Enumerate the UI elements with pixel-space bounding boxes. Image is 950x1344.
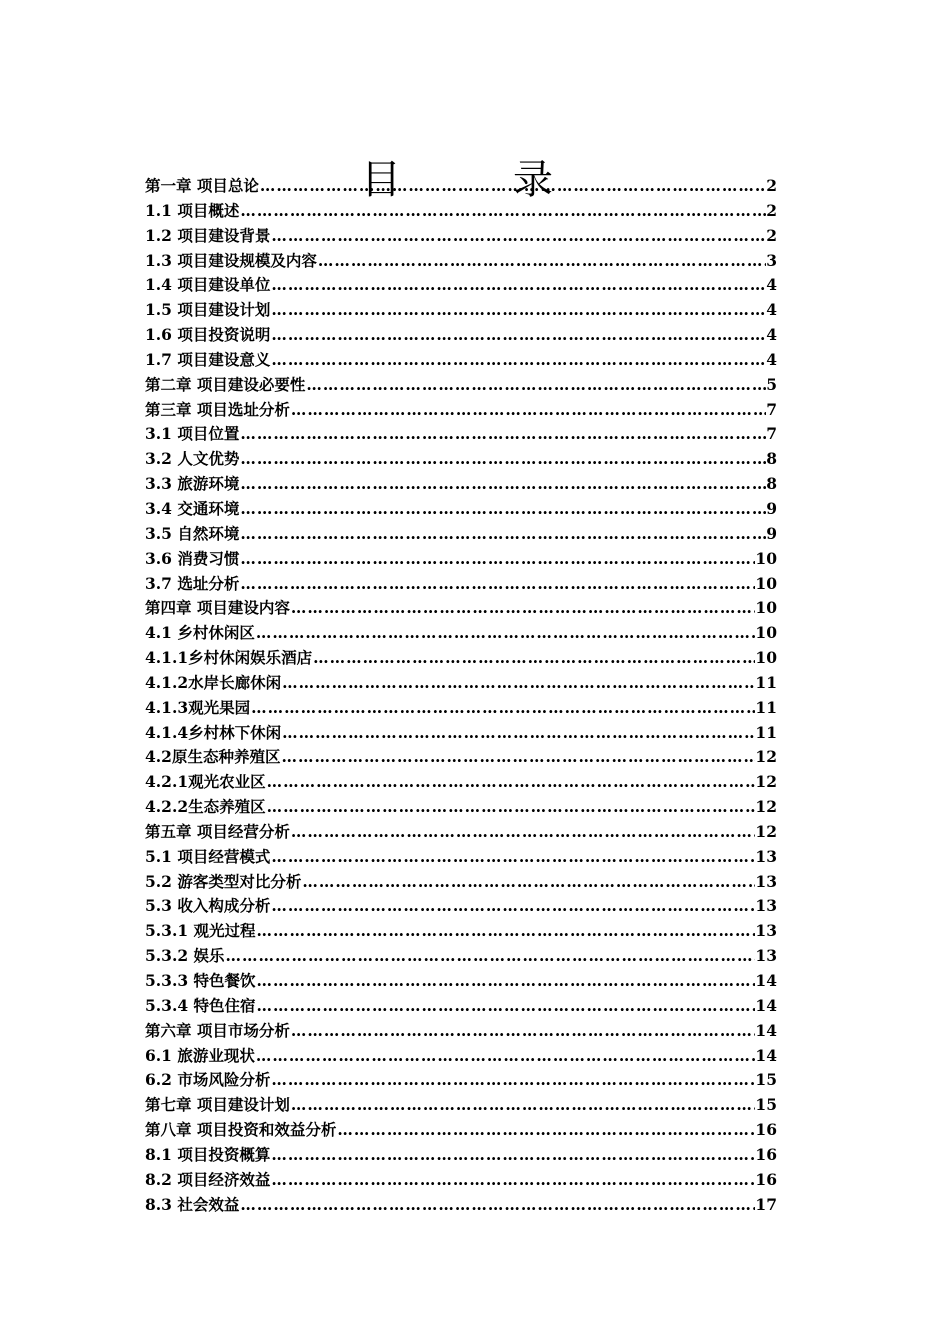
toc-leader-dots (290, 820, 756, 845)
toc-entry[interactable] (145, 199, 777, 224)
toc-entry-label: 5.3.2 娱乐 (145, 946, 225, 966)
toc-leader-dots (270, 894, 755, 919)
toc-leader-dots (281, 721, 755, 746)
toc-leader-dots (290, 596, 756, 621)
toc-entry[interactable] (145, 894, 777, 919)
toc-entry[interactable] (145, 646, 777, 671)
toc-entry-label: 8.1 项目投资概算 (145, 1144, 271, 1164)
toc-leader-dots (256, 969, 756, 994)
toc-entry-label: 1.6 项目投资说明 (145, 325, 271, 345)
toc-entry-page-number: 11 (755, 697, 777, 717)
toc-entry-label: 1.2 项目建设背景 (145, 225, 271, 245)
toc-leader-dots (301, 870, 755, 895)
toc-entry-label: 第八章 项目投资和效益分析 (145, 1120, 337, 1140)
toc-entry-label: 3.7 选址分析 (145, 573, 240, 593)
toc-entry-label: 3.4 交通环境 (145, 498, 240, 518)
toc-entry[interactable] (145, 224, 777, 249)
toc-entry-label: 5.2 游客类型对比分析 (145, 871, 302, 891)
toc-entry-label: 4.1.3观光果园 (145, 697, 251, 717)
toc-entry-page-number: 10 (755, 598, 777, 618)
toc-entry[interactable] (145, 348, 777, 373)
toc-entry-label: 第三章 项目选址分析 (145, 399, 290, 419)
toc-entry-page-number: 8 (766, 449, 777, 469)
toc-entry-page-number: 8 (766, 474, 777, 494)
toc-leader-dots (250, 696, 755, 721)
toc-leader-dots (270, 224, 766, 249)
toc-entry-label: 4.1.4乡村林下休闲 (145, 722, 282, 742)
toc-entry-page-number: 13 (755, 921, 777, 941)
toc-entry-page-number: 15 (755, 1070, 777, 1090)
toc-entry-page-number: 16 (755, 1120, 777, 1140)
toc-leader-dots (255, 1044, 756, 1069)
toc-leader-dots (239, 422, 766, 447)
toc-leader-dots (239, 522, 766, 547)
toc-leader-dots (255, 621, 756, 646)
toc-leader-dots (239, 497, 766, 522)
toc-entry-label: 1.3 项目建设规模及内容 (145, 250, 317, 270)
toc-entry-page-number: 3 (766, 250, 777, 270)
toc-leader-dots (290, 398, 766, 423)
toc-entry[interactable] (145, 1143, 777, 1168)
toc-leader-dots (270, 1068, 755, 1093)
toc-entry-page-number: 9 (766, 523, 777, 543)
toc-entry[interactable] (145, 472, 777, 497)
toc-entry-page-number: 15 (755, 1095, 777, 1115)
toc-entry[interactable] (145, 1093, 777, 1118)
toc-entry-label: 4.1 乡村休闲区 (145, 623, 255, 643)
toc-entry-label: 第一章 项目总论 (145, 176, 259, 195)
table-of-contents (145, 174, 777, 1217)
toc-leader-dots (256, 919, 756, 944)
toc-leader-dots (270, 323, 766, 348)
toc-entry-label: 5.3.4 特色住宿 (145, 995, 256, 1015)
toc-entry-page-number: 2 (766, 200, 777, 220)
toc-entry-page-number: 12 (755, 797, 777, 817)
toc-entry-label: 第四章 项目建设内容 (145, 598, 290, 618)
toc-entry-page-number: 10 (755, 648, 777, 668)
toc-entry[interactable] (145, 249, 777, 274)
toc-entry-label: 3.6 消费习惯 (145, 548, 240, 568)
toc-entry[interactable] (145, 994, 777, 1019)
toc-entry-page-number: 13 (755, 846, 777, 866)
toc-leader-dots (305, 373, 766, 398)
toc-entry[interactable] (145, 820, 777, 845)
toc-entry[interactable] (145, 572, 777, 597)
toc-entry-page-number: 7 (766, 424, 777, 444)
toc-entry[interactable] (145, 1044, 777, 1069)
toc-entry-page-number: 14 (755, 971, 777, 990)
toc-entry-label: 1.5 项目建设计划 (145, 300, 271, 320)
toc-leader-dots (225, 944, 756, 969)
toc-entry-page-number: 14 (755, 995, 777, 1015)
toc-leader-dots (270, 1168, 755, 1193)
toc-entry-label: 3.2 人文优势 (145, 449, 240, 469)
page-title: 目 录 (361, 156, 589, 203)
toc-leader-dots (336, 1118, 755, 1143)
toc-entry-page-number: 11 (755, 722, 777, 742)
toc-entry[interactable] (145, 298, 777, 323)
toc-entry[interactable] (145, 745, 777, 770)
toc-entry-label: 8.3 社会效益 (145, 1194, 240, 1214)
toc-entry[interactable] (145, 621, 777, 646)
toc-entry-page-number: 4 (766, 325, 777, 345)
toc-entry-page-number: 10 (755, 573, 777, 593)
toc-entry-label: 5.3 收入构成分析 (145, 896, 271, 916)
toc-entry-page-number: 4 (766, 300, 777, 320)
toc-entry-page-number: 11 (755, 672, 777, 692)
toc-entry[interactable] (145, 1118, 777, 1143)
toc-entry[interactable] (145, 323, 777, 348)
toc-entry-label: 第五章 项目经营分析 (145, 821, 290, 841)
toc-entry[interactable] (145, 447, 777, 472)
toc-leader-dots (270, 298, 766, 323)
toc-leader-dots (280, 745, 755, 770)
toc-entry[interactable] (145, 1068, 777, 1093)
toc-entry[interactable] (145, 770, 777, 795)
toc-leader-dots (266, 770, 756, 795)
toc-entry[interactable] (145, 721, 777, 746)
toc-entry[interactable] (145, 522, 777, 547)
toc-entry[interactable] (145, 174, 777, 199)
toc-entry[interactable] (145, 1168, 777, 1193)
toc-entry-page-number: 16 (755, 1144, 777, 1164)
toc-leader-dots (259, 174, 766, 199)
toc-entry-label: 6.2 市场风险分析 (145, 1070, 271, 1090)
toc-entry-label: 8.2 项目经济效益 (145, 1169, 271, 1189)
toc-entry-label: 1.4 项目建设单位 (145, 275, 271, 295)
toc-leader-dots (270, 348, 766, 373)
toc-entry-page-number: 5 (766, 374, 777, 394)
toc-entry-label: 5.3.1 观光过程 (145, 921, 256, 941)
toc-leader-dots (239, 199, 766, 224)
toc-leader-dots (270, 273, 766, 298)
toc-leader-dots (239, 547, 755, 572)
toc-entry-label: 1.7 项目建设意义 (145, 349, 271, 369)
toc-leader-dots (281, 671, 755, 696)
toc-entry-page-number: 10 (755, 548, 777, 568)
toc-entry-label: 6.1 旅游业现状 (145, 1045, 255, 1065)
toc-entry-page-number: 4 (766, 349, 777, 369)
toc-entry-label: 第七章 项目建设计划 (145, 1095, 290, 1115)
toc-entry-page-number: 13 (755, 946, 777, 966)
toc-entry-page-number: 12 (755, 772, 777, 792)
toc-entry-page-number: 7 (766, 399, 777, 419)
toc-entry[interactable] (145, 795, 777, 820)
toc-entry-page-number: 17 (755, 1194, 777, 1214)
toc-entry-page-number: 2 (766, 225, 777, 245)
toc-entry[interactable] (145, 845, 777, 870)
toc-entry[interactable] (145, 671, 777, 696)
toc-entry-page-number: 9 (766, 498, 777, 518)
toc-entry-label: 4.1.2水岸长廊休闲 (145, 672, 282, 692)
toc-entry[interactable] (145, 547, 777, 572)
toc-entry-page-number: 14 (755, 1045, 777, 1065)
toc-entry[interactable] (145, 596, 777, 621)
toc-entry-label: 5.3.3 特色餐饮 (145, 971, 256, 990)
toc-entry-label: 4.1.1乡村休闲娱乐酒店 (145, 648, 313, 668)
toc-entry[interactable] (145, 1019, 777, 1044)
toc-leader-dots (256, 994, 756, 1019)
toc-entry-label: 1.1 项目概述 (145, 200, 240, 220)
toc-entry-label: 3.3 旅游环境 (145, 474, 240, 494)
toc-leader-dots (266, 795, 756, 820)
toc-entry-page-number: 2 (766, 176, 777, 195)
toc-leader-dots (239, 472, 766, 497)
toc-entry[interactable] (145, 919, 777, 944)
toc-leader-dots (270, 845, 755, 870)
toc-entry[interactable] (145, 1193, 777, 1218)
toc-entry[interactable] (145, 273, 777, 298)
toc-leader-dots (270, 1143, 755, 1168)
toc-entry[interactable] (145, 422, 777, 447)
toc-leader-dots (317, 249, 766, 274)
toc-entry-label: 5.1 项目经营模式 (145, 846, 271, 866)
toc-entry-page-number: 13 (755, 871, 777, 891)
toc-entry-page-number: 16 (755, 1169, 777, 1189)
toc-entry-label: 第六章 项目市场分析 (145, 1020, 290, 1040)
toc-entry-page-number: 12 (755, 821, 777, 841)
toc-entry[interactable] (145, 398, 777, 423)
toc-entry[interactable] (145, 373, 777, 398)
toc-entry-page-number: 10 (755, 623, 777, 643)
toc-entry-page-number: 13 (755, 896, 777, 916)
toc-entry[interactable] (145, 969, 777, 994)
toc-leader-dots (239, 447, 766, 472)
toc-entry[interactable] (145, 696, 777, 721)
toc-leader-dots (290, 1093, 756, 1118)
toc-leader-dots (239, 1193, 755, 1218)
toc-leader-dots (312, 646, 755, 671)
toc-entry-page-number: 12 (755, 747, 777, 767)
toc-entry-label: 3.5 自然环境 (145, 523, 240, 543)
toc-entry-label: 3.1 项目位置 (145, 424, 240, 444)
toc-entry-label: 4.2.1观光农业区 (145, 772, 266, 792)
toc-leader-dots (290, 1019, 756, 1044)
toc-entry-page-number: 14 (755, 1020, 777, 1040)
toc-entry-label: 4.2.2生态养殖区 (145, 797, 266, 817)
toc-entry-label: 第二章 项目建设必要性 (145, 374, 306, 394)
toc-entry[interactable] (145, 497, 777, 522)
toc-entry[interactable] (145, 944, 777, 969)
toc-entry-page-number: 4 (766, 275, 777, 295)
toc-entry-label: 4.2原生态种养殖区 (145, 747, 281, 767)
toc-leader-dots (239, 572, 755, 597)
toc-entry[interactable] (145, 870, 777, 895)
